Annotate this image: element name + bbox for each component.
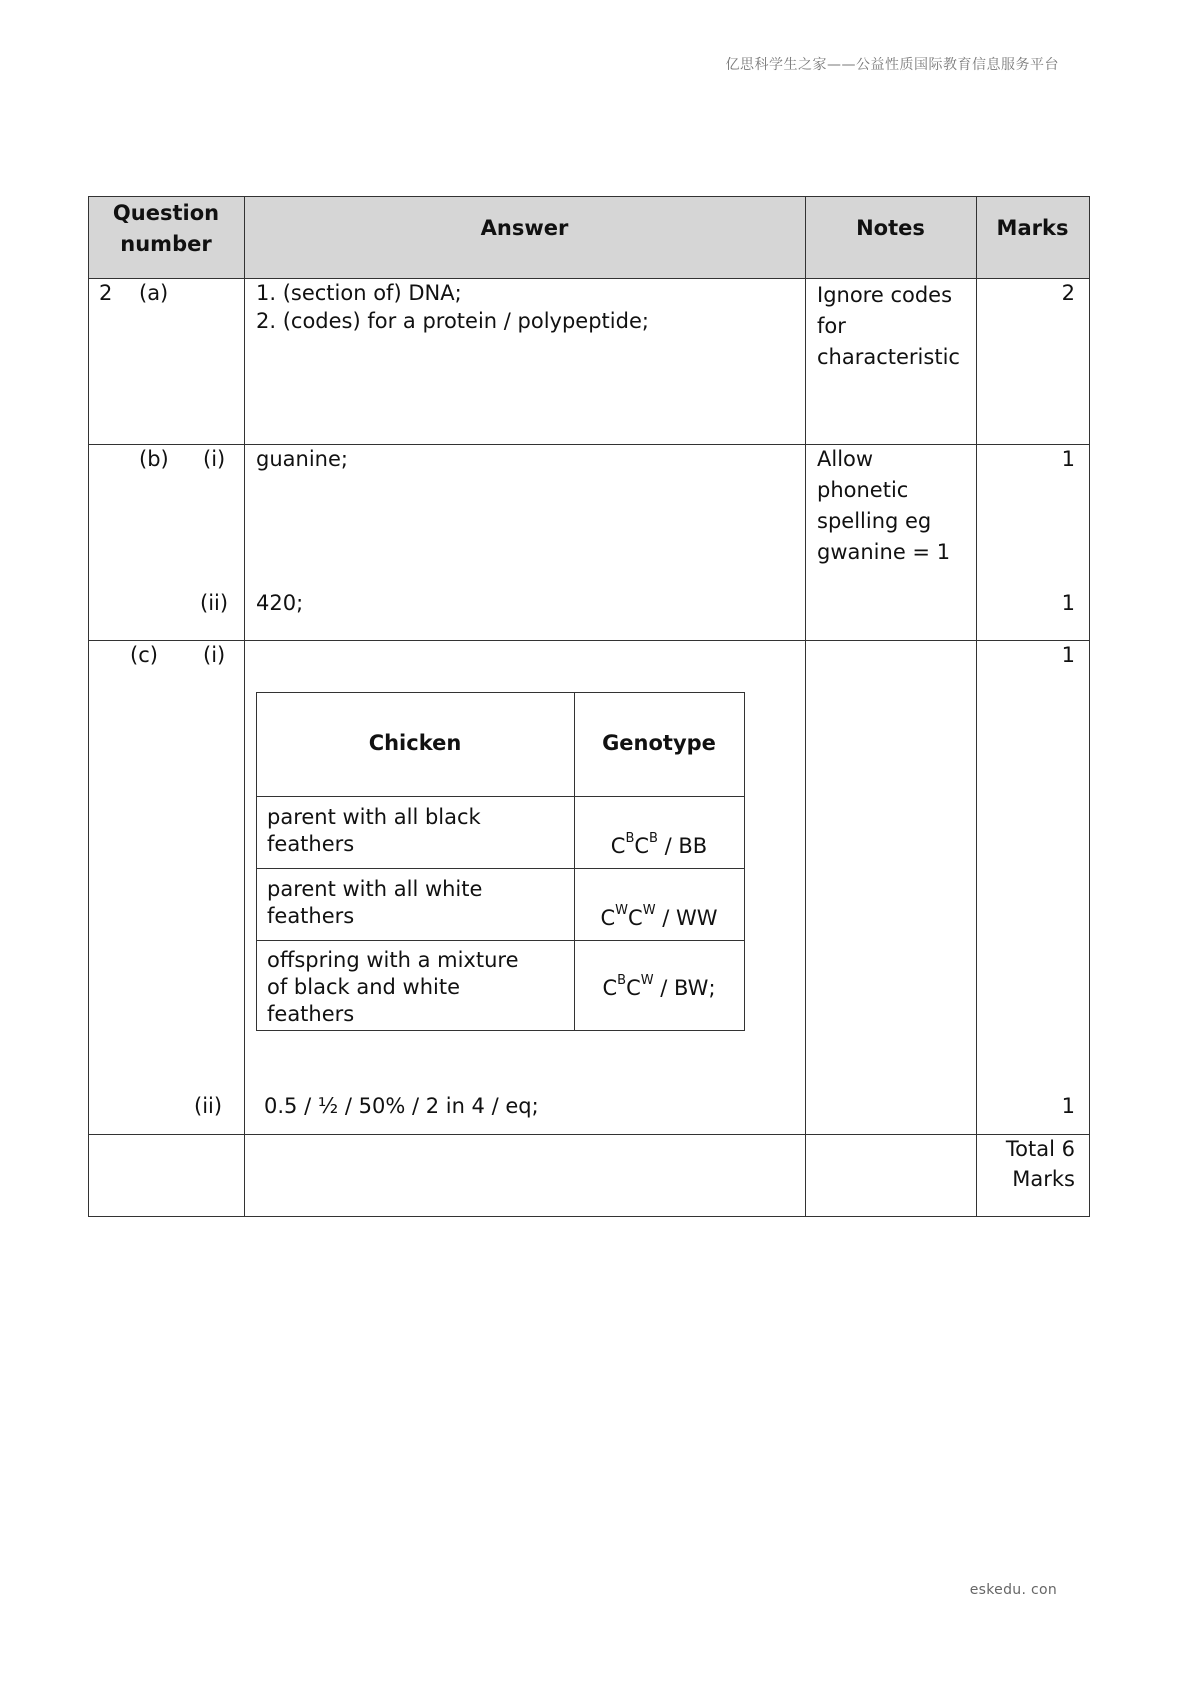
chicken-line: feathers (267, 904, 355, 928)
answer-text (256, 279, 649, 335)
genotype-allele: C (610, 834, 626, 858)
notes-line: Allow (817, 447, 874, 471)
marks-value: 1 (1061, 643, 1075, 667)
question-number: 2 (99, 281, 113, 305)
table-border (88, 1216, 1090, 1217)
header-label-line: number (120, 232, 212, 256)
notes-header: Notes (856, 216, 925, 240)
total-marks (976, 1134, 1075, 1194)
chicken-line: feathers (267, 1002, 355, 1026)
marks-header: Marks (996, 216, 1069, 240)
genotype-allele: C (634, 834, 650, 858)
genotype-table (256, 692, 745, 1031)
chicken-line: offspring with a mixture (267, 948, 519, 972)
genotype-letters: / BW; (653, 976, 716, 1000)
genotype-allele: C (626, 976, 641, 1000)
header-label-line: Question (112, 201, 220, 225)
notes-line: Ignore codes (817, 283, 953, 307)
notes-text (817, 280, 960, 373)
answer-text: guanine; (256, 447, 348, 471)
table-border (88, 1134, 1090, 1135)
marks-value: 1 (1061, 1094, 1075, 1118)
genotype-cell (574, 903, 744, 930)
answer-line: 1. (section of) DNA; (256, 281, 462, 305)
question-subpart: (i) (203, 643, 226, 667)
allele-superscript: W (640, 973, 654, 988)
notes-text (817, 444, 950, 568)
chicken-line: parent with all white (267, 877, 483, 901)
question-subpart: (ii) (194, 1094, 223, 1118)
marks-value: 2 (1061, 281, 1075, 305)
allele-superscript: W (642, 903, 656, 918)
table-border (976, 196, 977, 1217)
marks-value: 1 (1061, 447, 1075, 471)
page-footer: eskedu. con (969, 1582, 1057, 1598)
genotype-allele: C (628, 906, 643, 930)
chicken-cell (267, 876, 482, 930)
chicken-column-header: Chicken (368, 731, 462, 755)
marks-value: 1 (1061, 591, 1075, 615)
total-line: Marks (1012, 1167, 1075, 1191)
answer-line: 2. (codes) for a protein / polypeptide; (256, 309, 649, 333)
inner-table-border (256, 868, 745, 869)
question-part: (b) (139, 447, 169, 471)
chicken-line: of black and white (267, 975, 460, 999)
chicken-line: parent with all black (267, 805, 481, 829)
question-number-header (88, 196, 244, 260)
genotype-allele: C (602, 976, 618, 1000)
chicken-cell (267, 804, 481, 858)
genotype-cell (574, 831, 744, 858)
notes-line: for (817, 314, 846, 338)
table-border (244, 196, 245, 1217)
allele-superscript: B (617, 973, 627, 988)
question-part: (c) (130, 643, 158, 667)
notes-line: phonetic (817, 478, 909, 502)
inner-table-border (256, 1030, 745, 1031)
allele-superscript: W (615, 903, 629, 918)
table-border (88, 196, 89, 1217)
question-subpart: (i) (203, 447, 226, 471)
allele-superscript: B (649, 831, 658, 846)
inner-table-border (256, 796, 745, 797)
answer-header: Answer (480, 216, 569, 240)
notes-line: characteristic (817, 345, 960, 369)
chicken-line: feathers (267, 832, 355, 856)
page-header: 亿思科学生之家——公益性质国际教育信息服务平台 (725, 57, 1059, 73)
genotype-letters: / BB (657, 834, 708, 858)
notes-line: spelling eg (817, 509, 932, 533)
genotype-allele: C (600, 906, 616, 930)
inner-table-border (256, 940, 745, 941)
question-subpart: (ii) (200, 591, 229, 615)
table-border (1089, 196, 1090, 1217)
notes-line: gwanine = 1 (817, 540, 951, 564)
total-line: Total 6 (1005, 1137, 1075, 1161)
inner-table-border (744, 692, 745, 1031)
answer-text: 0.5 / ½ / 50% / 2 in 4 / eq; (264, 1094, 539, 1118)
allele-superscript: B (625, 831, 635, 846)
answer-text: 420; (256, 591, 304, 615)
genotype-cell (574, 973, 744, 1000)
genotype-column-header: Genotype (602, 731, 716, 755)
genotype-letters: / WW (655, 906, 718, 930)
chicken-cell (267, 947, 519, 1028)
table-border (805, 196, 806, 1217)
inner-table-border (256, 692, 745, 693)
question-part: (a) (139, 281, 169, 305)
table-border (88, 640, 1090, 641)
